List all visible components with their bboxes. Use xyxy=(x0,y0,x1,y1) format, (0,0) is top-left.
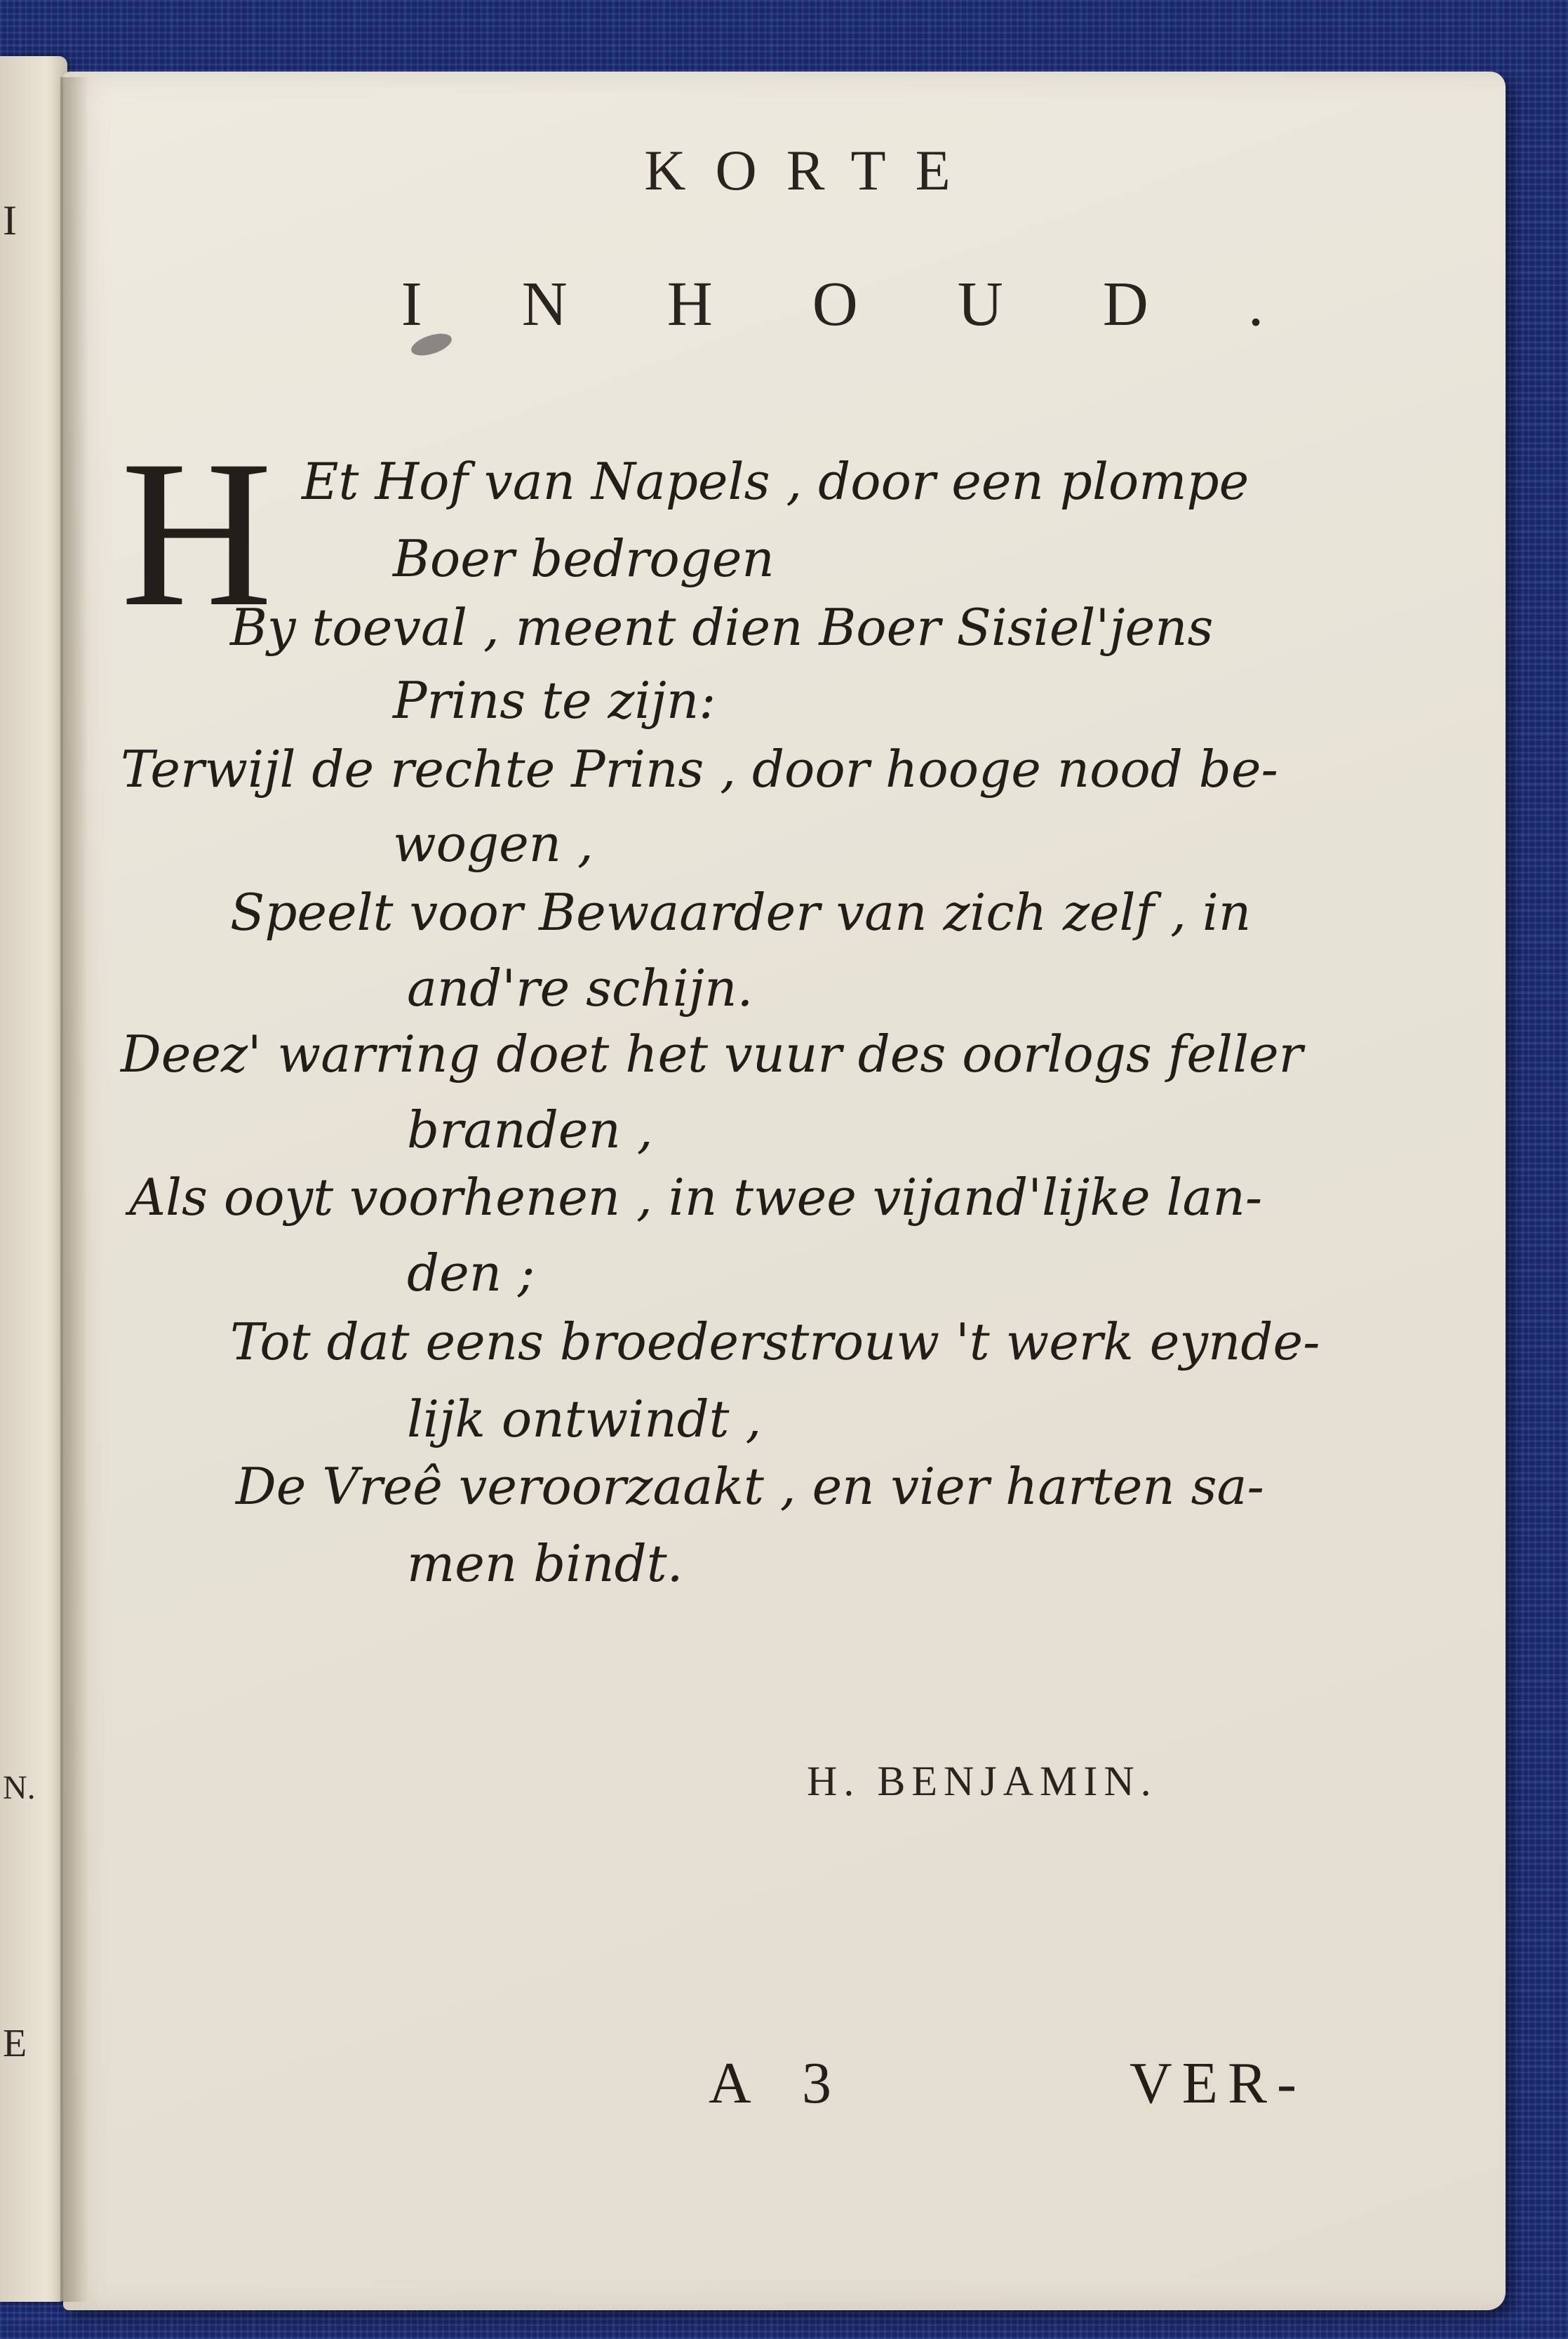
signature-mark: A 3 xyxy=(709,2051,852,2116)
verse-line: wogen , xyxy=(393,814,594,873)
verse-line: De Vreê veroorzaakt , en vier harten sa- xyxy=(236,1457,1264,1516)
left-page-fragment: N. xyxy=(3,1769,36,1806)
verse-line: Et Hof van Napels , door een plompe xyxy=(302,452,1249,511)
verse-line: den ; xyxy=(407,1244,535,1302)
previous-page-edge xyxy=(0,56,67,2302)
verse-line: and're schijn. xyxy=(407,959,753,1018)
drop-cap: H xyxy=(121,417,273,650)
verse-line: Terwijl de rechte Prins , door hooge nood be- xyxy=(121,740,1278,799)
verse-line: Als ooyt voorhenen , in twee vijand'lijke lan- xyxy=(129,1168,1263,1227)
verse-line: lijk ontwindt , xyxy=(407,1390,762,1448)
verse-line: Prins te zijn: xyxy=(393,671,716,730)
left-page-fragment: I xyxy=(3,197,17,244)
author-signature: H. BENJAMIN. xyxy=(807,1758,1158,1804)
verse-line: Tot dat eens broederstrouw 't werk eynde- xyxy=(230,1312,1320,1371)
page-heading-korte: KORTE xyxy=(644,138,980,202)
left-page-fragment: E xyxy=(3,2022,27,2065)
page-heading-inhoud: INHOUD. xyxy=(401,269,1364,339)
verse-line: By toeval , meent dien Boer Sisiel'jens xyxy=(230,598,1214,657)
verse-line: men bindt. xyxy=(407,1534,683,1593)
verse-line: Deez' warring doet het vuur des oorlogs feller xyxy=(121,1025,1304,1084)
gutter-shadow xyxy=(60,77,88,2302)
catchword: VER- xyxy=(1130,2051,1306,2116)
verse-line: Speelt voor Bewaarder van zich zelf , in xyxy=(230,883,1252,942)
verse-line: branden , xyxy=(407,1100,653,1159)
verse-line: Boer bedrogen xyxy=(393,529,775,588)
